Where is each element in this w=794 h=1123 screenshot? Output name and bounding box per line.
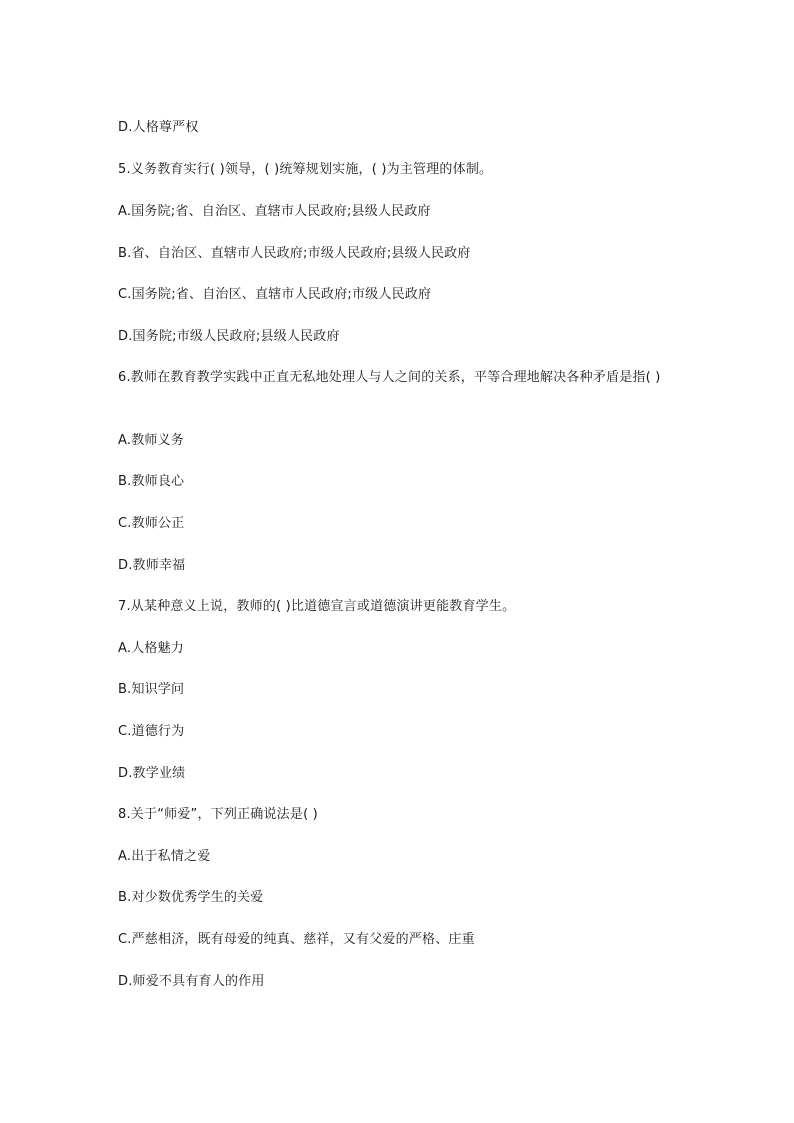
option-6a: A.教师义务 [118, 433, 184, 448]
option-5c: C.国务院;省、自治区、直辖市人民政府;市级人民政府 [118, 287, 432, 302]
option-6d: D.教师幸福 [118, 558, 186, 573]
option-7c: C.道德行为 [118, 724, 185, 739]
option-8a: A.出于私情之爱 [118, 849, 211, 864]
option-7d: D.教学业绩 [118, 766, 186, 781]
option-5a: A.国务院;省、自治区、直辖市人民政府;县级人民政府 [118, 204, 431, 219]
option-5d: D.国务院;市级人民政府;县级人民政府 [118, 329, 340, 344]
option-6b: B.教师良心 [118, 474, 185, 489]
option-7b: B.知识学问 [118, 682, 185, 697]
option-8b: B.对少数优秀学生的关爱 [118, 890, 264, 905]
question-5: 5.义务教育实行( )领导，( )统筹规划实施，( )为主管理的体制。 [118, 162, 493, 177]
option-8d: D.师爱不具有育人的作用 [118, 974, 265, 989]
option-8c: C.严慈相济，既有母爱的纯真、慈祥，又有父爱的严格、庄重 [118, 932, 475, 947]
question-7: 7.从某种意义上说，教师的( )比道德宣言或道德演讲更能教育学生。 [118, 599, 516, 614]
option-4d: D.人格尊严权 [118, 120, 199, 135]
question-8: 8.关于“师爱”，下列正确说法是( ) [118, 807, 318, 822]
option-6c: C.教师公正 [118, 516, 185, 531]
option-7a: A.人格魅力 [118, 641, 184, 656]
option-5b: B.省、自治区、直辖市人民政府;市级人民政府;县级人民政府 [118, 246, 471, 261]
question-6: 6.教师在教育教学实践中正直无私地处理人与人之间的关系，平等合理地解决各种矛盾是指( ) [118, 370, 661, 385]
